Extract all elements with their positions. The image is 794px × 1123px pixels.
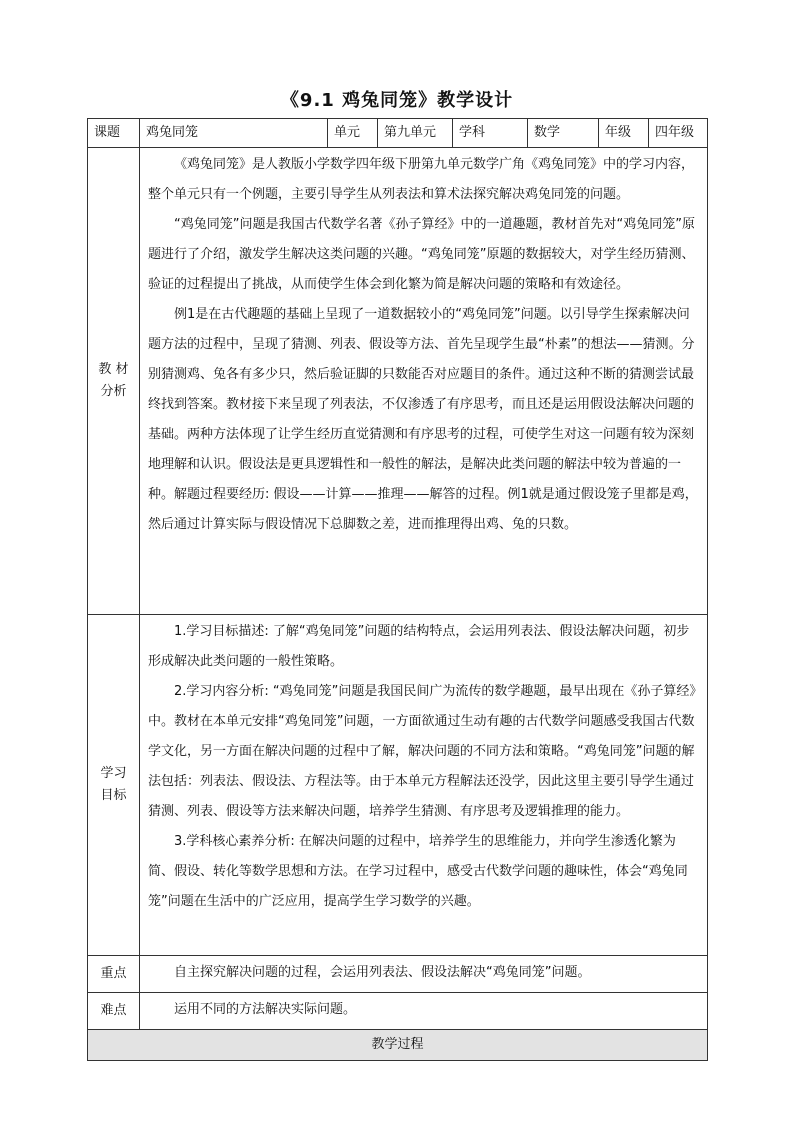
difficulties-row	[88, 993, 708, 1030]
difficulties-content	[140, 993, 708, 1030]
analysis-paragraph: “鸡兔同笼”问题是我国古代数学名著《孙子算经》中的一道趣题，教材首先对“鸡兔同笼”原题进行了介绍，激发学生解决这类问题的兴趣。“鸡兔同笼”原题的数据较大，对学生经历猜测、验证的过程提出了挑战，从而使学生体会到化繁为简是解决问题的策略和有效途径。	[148, 217, 695, 292]
process-row	[88, 1030, 708, 1061]
lesson-plan-table	[87, 118, 708, 1061]
analysis-row	[88, 148, 708, 615]
unit-label: 单元	[328, 119, 378, 148]
analysis-paragraph: 例1是在古代趣题的基础上呈现了一道数据较小的“鸡兔同笼”问题。以引导学生探索解决问题方法的过程中，呈现了猜测、列表、假设等方法、首先呈现学生最“朴素”的想法——猜测。分别猜测鸡、兔各有多少只，然后验证脚的只数能否对应题目的条件。通过这种不断的猜测尝试最终找到答案。教材接下来呈现了列表法，不仅渗透了有序思考，而且还是运用假设法解决问题的基础。两种方法体现了让学生经历直觉猜测和有序思考的过程，可使学生对这一问题有较为深刻地理解和认识。假设法是更具逻辑性和一般性的解法，是解决此类问题的解法中较为普遍的一种。解题过程要经历: 假设——计算——推理——解答的过程。例1就是通过假设笼子里都是鸡，然后通过计算实际与假设情况下总脚数之差，进而推理得出鸡、兔的只数。	[148, 307, 698, 532]
key-points-text: 自主探究解决问题的过程，会运用列表法、假设法解决“鸡兔同笼”问题。	[174, 965, 591, 980]
key-points-content	[140, 956, 708, 993]
course-value: 鸡兔同笼	[140, 119, 328, 148]
goals-row	[88, 615, 708, 956]
goal-paragraph: 1.学习目标描述: 了解“鸡兔同笼”问题的结构特点，会运用列表法、假设法解决问题，初步形成解决此类问题的一般性策略。	[148, 624, 690, 669]
analysis-paragraph: 《鸡兔同笼》是人教版小学数学四年级下册第九单元数学广角《鸡兔同笼》中的学习内容，整个单元只有一个例题，主要引导学生从列表法和算术法探究解决鸡兔同笼的问题。	[148, 157, 695, 202]
analysis-content	[140, 148, 708, 615]
course-label: 课题	[88, 119, 140, 148]
unit-value: 第九单元	[378, 119, 453, 148]
header-row	[88, 119, 708, 148]
grade-value: 四年级	[649, 119, 708, 148]
grade-label: 年级	[599, 119, 649, 148]
difficulties-label: 难点	[88, 993, 140, 1030]
goals-content	[140, 615, 708, 956]
difficulties-text: 运用不同的方法解决实际问题。	[174, 1002, 357, 1017]
subject-value: 数学	[528, 119, 599, 148]
goals-label: 学习 目标	[88, 615, 140, 956]
key-points-row	[88, 956, 708, 993]
subject-label: 学科	[453, 119, 528, 148]
key-points-label: 重点	[88, 956, 140, 993]
goal-paragraph: 2.学习内容分析: “鸡兔同笼”问题是我国民间广为流传的数学趣题，最早出现在《孙子算经》中。教材在本单元安排“鸡兔同笼”问题，一方面欲通过生动有趣的古代数学问题感受我国古代数学文化，另一方面在解决问题的过程中了解，解决问题的不同方法和策略。“鸡兔同笼”问题的解法包括：列表法、假设法、方程法等。由于本单元方程解法还没学，因此这里主要引导学生通过猜测、列表、假设等方法来解决问题，培养学生猜测、有序思考及逻辑推理的能力。	[148, 684, 696, 819]
analysis-label: 教 材 分析	[88, 148, 140, 615]
goal-paragraph: 3.学科核心素养分析: 在解决问题的过程中，培养学生的思维能力，并向学生渗透化繁为简、假设、转化等数学思想和方法。在学习过程中，感受古代数学问题的趣味性，体会“鸡兔同笼”问题在生活中的广泛应用，提高学生学习数学的兴趣。	[148, 834, 688, 909]
process-header: 教学过程	[88, 1030, 708, 1061]
page-title: 《9.1 鸡兔同笼》教学设计	[280, 90, 514, 111]
